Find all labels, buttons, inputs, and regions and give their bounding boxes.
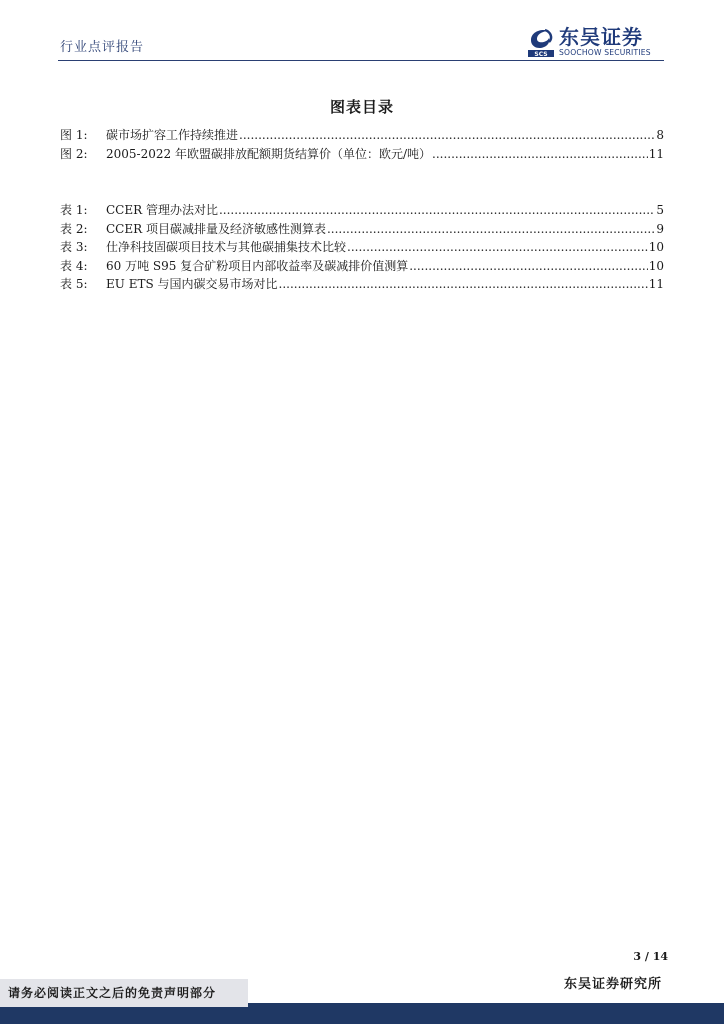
toc-entry-page: 11 bbox=[648, 146, 664, 161]
toc-entry-title: 60 万吨 S95 复合矿粉项目内部收益率及碳减排价值测算 bbox=[106, 258, 409, 273]
toc-entry[interactable] bbox=[60, 275, 664, 294]
toc-leader-dots bbox=[409, 257, 648, 275]
toc-leader-dots bbox=[239, 126, 655, 144]
toc-entry[interactable] bbox=[60, 220, 664, 239]
toc-entry-number: 表 1: bbox=[60, 203, 88, 217]
toc-entry-title: EU ETS 与国内碳交易市场对比 bbox=[106, 277, 278, 291]
toc-leader-dots bbox=[327, 220, 655, 238]
company-logo bbox=[527, 26, 669, 60]
toc-entry-title: 碳市场扩容工作持续推进 bbox=[106, 128, 239, 142]
page-number: 3 / 14 bbox=[633, 950, 668, 963]
toc-entry-number: 表 3: bbox=[60, 240, 88, 254]
toc-entry-page: 10 bbox=[648, 258, 664, 273]
toc-entry-number: 表 4: bbox=[60, 258, 88, 273]
toc-entry[interactable] bbox=[60, 145, 664, 164]
toc-entry-title: 仕净科技固碳项目技术与其他碳捕集技术比较 bbox=[106, 240, 347, 254]
toc-entry-number: 图 2: bbox=[60, 146, 88, 161]
toc-entry-page: 8 bbox=[656, 128, 664, 142]
toc-entry-page: 9 bbox=[656, 221, 664, 236]
footer-bar bbox=[0, 1007, 724, 1024]
toc-leader-dots bbox=[279, 275, 648, 293]
toc-entry[interactable] bbox=[60, 257, 664, 276]
toc-entry-title: 2005-2022 年欧盟碳排放配额期货结算价（单位：欧元/吨） bbox=[106, 146, 431, 161]
toc-entry-number: 表 5: bbox=[60, 277, 88, 291]
toc-entry-number: 表 2: bbox=[60, 221, 88, 236]
toc-entry-page: 5 bbox=[656, 203, 664, 217]
logo-name: 东吴证券 bbox=[559, 25, 643, 49]
toc-entry-number: 图 1: bbox=[60, 128, 88, 142]
toc-entry-page: 10 bbox=[648, 240, 664, 254]
logo-mark-text: SCS bbox=[534, 51, 548, 58]
table-list bbox=[60, 201, 664, 294]
toc-entry-page: 11 bbox=[648, 277, 664, 291]
figure-list bbox=[60, 126, 664, 163]
toc-entry[interactable] bbox=[60, 201, 664, 220]
toc-leader-dots bbox=[347, 238, 648, 256]
logo-mark-icon bbox=[527, 26, 555, 58]
footer-organization: 东吴证券研究所 bbox=[563, 977, 662, 992]
toc-entry[interactable] bbox=[60, 126, 664, 145]
toc-entry-title: CCER 项目碳减排量及经济敏感性测算表 bbox=[106, 221, 326, 236]
toc-title: 图表目录 bbox=[329, 98, 394, 116]
report-category: 行业点评报告 bbox=[60, 40, 145, 55]
toc-entry-title: CCER 管理办法对比 bbox=[106, 203, 218, 217]
header-divider bbox=[58, 60, 664, 61]
toc-leader-dots bbox=[432, 145, 648, 163]
toc-entry[interactable] bbox=[60, 238, 664, 257]
disclaimer-notice: 请务必阅读正文之后的免责声明部分 bbox=[8, 986, 217, 1000]
toc-leader-dots bbox=[219, 201, 655, 219]
logo-subtitle: SOOCHOW SECURITIES bbox=[559, 48, 651, 57]
